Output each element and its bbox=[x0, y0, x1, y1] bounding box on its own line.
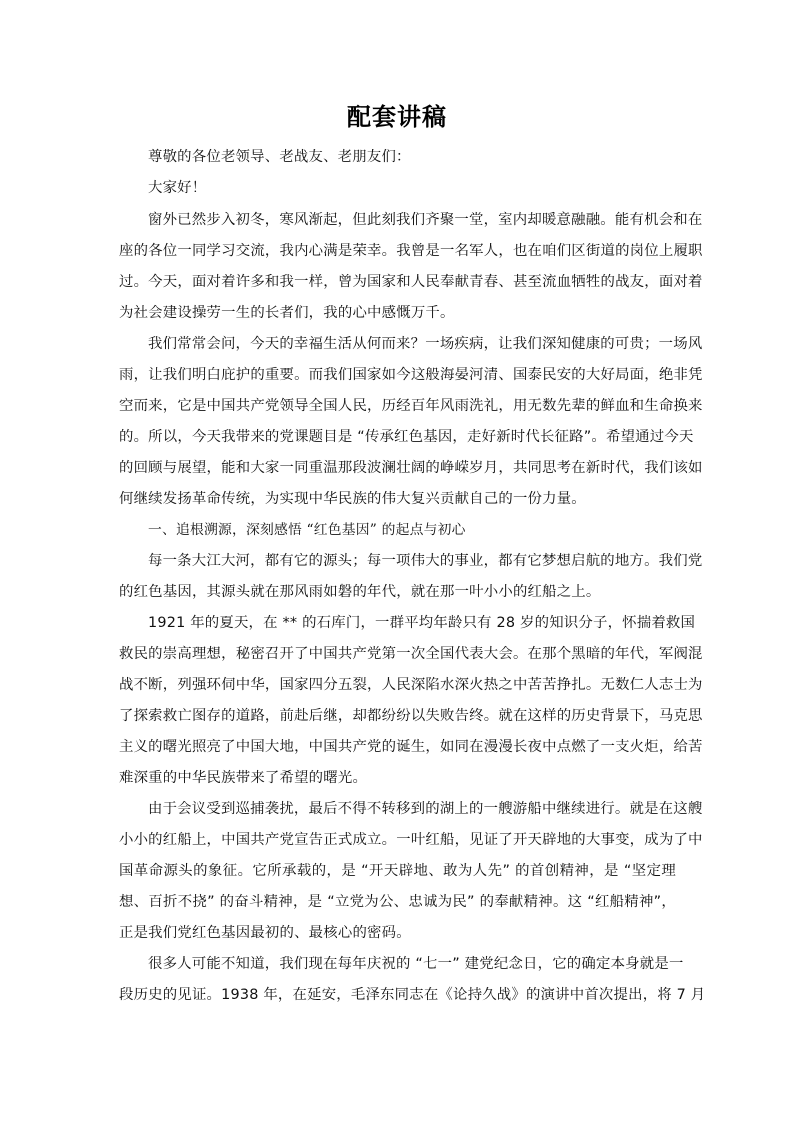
text-line: 了探索救亡图存的道路，前赴后继，却都纷纷以失败告终。就在这样的历史背景下，马克思 bbox=[119, 708, 703, 724]
text-line: 战不断，列强环伺中华，国家四分五裂，人民深陷水深火热之中苦苦挣扎。无数仁人志士为 bbox=[119, 677, 703, 693]
text-line: 的。所以，今天我带来的党课题目是 “传承红色基因，走好新时代长征路”。希望通过今天 bbox=[119, 429, 694, 445]
text-line: 过。今天，面对着许多和我一样，曾为国家和人民奉献青春、甚至流血牺牲的战友，面对着 bbox=[119, 274, 703, 290]
text-line: 的红色基因，其源头就在那风雨如磐的年代，就在那一叶小小的红船之上。 bbox=[119, 584, 601, 600]
text-line: 窗外已然步入初冬，寒风渐起，但此刻我们齐聚一堂，室内却暖意融融。能有机会和在 bbox=[148, 212, 703, 228]
text-line: 正是我们党红色基因最初的、最核心的密码。 bbox=[119, 925, 411, 941]
text-line: 段历史的见证。1938 年，在延安，毛泽东同志在《论持久战》的演讲中首次提出，将 7 月 bbox=[119, 987, 706, 1003]
text-line: 主义的曙光照亮了中国大地，中国共产党的诞生，如同在漫漫长夜中点燃了一支火炬，给苦 bbox=[119, 739, 703, 755]
text-line: 每一条大江大河，都有它的源头；每一项伟大的事业，都有它梦想启航的地方。我们党 bbox=[148, 553, 703, 569]
text-line: 国革命源头的象征。它所承载的，是 “开天辟地、敢为人先” 的首创精神，是 “坚定理 bbox=[119, 863, 676, 879]
text-line: 的回顾与展望，能和大家一同重温那段波澜壮阔的峥嵘岁月，共同思考在新时代，我们该如 bbox=[119, 460, 703, 476]
text-line: 为社会建设操劳一生的长者们，我的心中感慨万千。 bbox=[119, 305, 455, 321]
text-line: 大家好！ bbox=[148, 180, 207, 196]
text-line: 救民的崇高理想，秘密召开了中国共产党第一次全国代表大会。在那个黑暗的年代，军阀混 bbox=[119, 646, 703, 662]
text-line: 座的各位一同学习交流，我内心满是荣幸。我曾是一名军人，也在咱们区街道的岗位上履职 bbox=[119, 243, 703, 259]
text-line: 想、百折不挠” 的奋斗精神，是 “立党为公、忠诚为民” 的奉献精神。这 “红船精神”， bbox=[119, 894, 676, 910]
text-line: 小小的红船上，中国共产党宣告正式成立。一叶红船，见证了开天辟地的大事变，成为了中 bbox=[119, 832, 703, 848]
text-line: 1921 年的夏天，在 ** 的石库门，一群平均年龄只有 28 岁的知识分子，怀揣着救国 bbox=[148, 615, 696, 631]
text-line: 尊敬的各位老领导、老战友、老朋友们： bbox=[148, 149, 411, 165]
document-title: 配套讲稿 bbox=[347, 103, 447, 131]
text-line: 雨，让我们明白庇护的重要。而我们国家如今这般海晏河清、国泰民安的大好局面，绝非凭 bbox=[119, 367, 703, 383]
text-line: 由于会议受到巡捕袭扰，最后不得不转移到的湖上的一艘游船中继续进行。就是在这艘 bbox=[148, 801, 703, 817]
text-line: 很多人可能不知道，我们现在每年庆祝的 “七一” 建党纪念日，它的确定本身就是一 bbox=[148, 956, 684, 972]
text-line: 我们常常会问，今天的幸福生活从何而来？一场疾病，让我们深知健康的可贵；一场风 bbox=[148, 336, 703, 352]
section-heading: 一、追根溯源，深刻感悟 “红色基因” 的起点与初心 bbox=[148, 522, 466, 538]
text-line: 空而来，它是中国共产党领导全国人民，历经百年风雨洗礼，用无数先辈的鲜血和生命换来 bbox=[119, 398, 703, 414]
text-line: 何继续发扬革命传统，为实现中华民族的伟大复兴贡献自己的一份力量。 bbox=[119, 491, 586, 507]
text-line: 难深重的中华民族带来了希望的曙光。 bbox=[119, 770, 368, 786]
